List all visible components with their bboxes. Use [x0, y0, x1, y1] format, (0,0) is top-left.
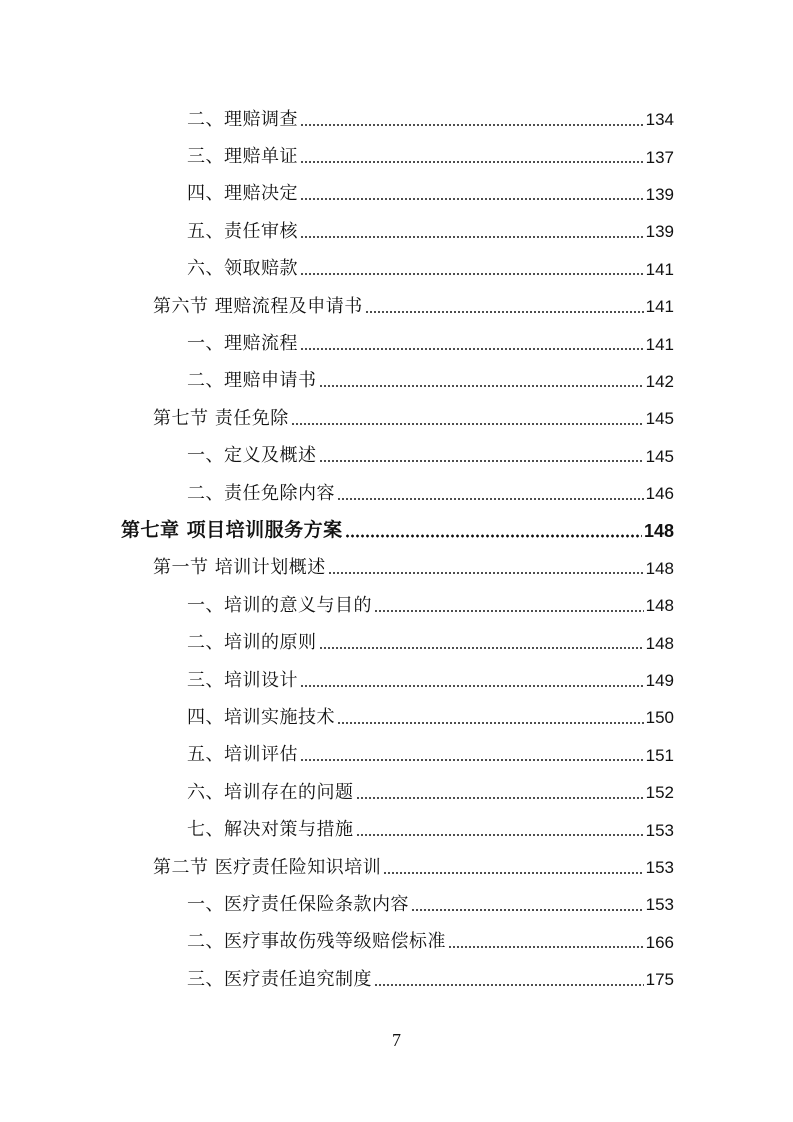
toc-entry-page: 152: [645, 783, 674, 803]
toc-entry-page: 150: [645, 708, 674, 728]
toc-entry-title: 二、培训的原则: [187, 632, 317, 654]
toc-entry-title: 五、责任审核: [187, 220, 298, 242]
toc-entry-page: 175: [645, 970, 674, 990]
toc-entry-page: 153: [645, 820, 674, 840]
toc-entry-title: 二、医疗事故伤残等级赔偿标准: [187, 931, 446, 953]
table-of-contents: [0, 101, 793, 998]
toc-entry-page: 148: [645, 558, 674, 578]
toc-entry-page: 137: [645, 147, 674, 167]
toc-entry[interactable]: [0, 774, 793, 811]
toc-entry-page: 148: [643, 520, 674, 541]
toc-entry[interactable]: [0, 363, 793, 400]
toc-section-entry[interactable]: [0, 288, 793, 325]
toc-dot-leader: [300, 235, 644, 239]
toc-entry[interactable]: [0, 587, 793, 624]
toc-entry-title: 三、医疗责任追究制度: [187, 968, 372, 990]
toc-entry[interactable]: [0, 101, 793, 138]
toc-entry-page: 153: [645, 895, 674, 915]
toc-entry-title: 一、定义及概述: [187, 445, 317, 467]
toc-dot-leader: [300, 197, 644, 201]
toc-entry-title: 第二节 医疗责任险知识培训: [153, 856, 382, 878]
toc-entry-title: 六、领取赔款: [187, 258, 298, 280]
toc-entry-title: 一、理赔流程: [187, 333, 298, 355]
toc-entry[interactable]: [0, 213, 793, 250]
toc-dot-leader: [328, 571, 644, 575]
toc-entry-title: 二、理赔调查: [187, 108, 298, 130]
toc-entry[interactable]: [0, 886, 793, 923]
toc-entry-page: 139: [645, 222, 674, 242]
toc-entry[interactable]: [0, 251, 793, 288]
toc-entry-title: 第七节 责任免除: [153, 407, 289, 429]
toc-entry-page: 166: [645, 932, 674, 952]
toc-entry-title: 三、培训设计: [187, 669, 298, 691]
toc-entry-page: 149: [645, 671, 674, 691]
toc-entry-page: 141: [645, 259, 674, 279]
toc-dot-leader: [365, 310, 644, 314]
toc-entry-title: 一、医疗责任保险条款内容: [187, 893, 409, 915]
toc-dot-leader: [319, 646, 644, 650]
toc-dot-leader: [300, 758, 644, 762]
toc-entry-page: 141: [645, 297, 674, 317]
toc-dot-leader: [374, 609, 644, 613]
toc-dot-leader: [300, 160, 644, 164]
toc-entry[interactable]: [0, 699, 793, 736]
toc-entry-title: 二、责任免除内容: [187, 482, 335, 504]
toc-entry-title: 第七章 项目培训服务方案: [121, 519, 343, 542]
toc-entry-page: 134: [645, 110, 674, 130]
toc-entry-title: 七、解决对策与措施: [187, 819, 354, 841]
toc-entry-page: 148: [645, 633, 674, 653]
toc-dot-leader: [300, 272, 644, 276]
toc-entry-page: 145: [645, 409, 674, 429]
toc-entry-page: 141: [645, 334, 674, 354]
toc-entry-title: 四、培训实施技术: [187, 706, 335, 728]
toc-entry[interactable]: [0, 325, 793, 362]
toc-entry-page: 153: [645, 858, 674, 877]
toc-entry-title: 第一节 培训计划概述: [153, 557, 326, 579]
toc-entry[interactable]: [0, 624, 793, 661]
toc-entry-title: 第六节 理赔流程及申请书: [153, 295, 363, 317]
toc-dot-leader: [356, 796, 644, 800]
toc-entry-title: 一、培训的意义与目的: [187, 594, 372, 616]
toc-dot-leader: [356, 833, 644, 837]
toc-entry-page: 148: [645, 596, 674, 616]
toc-entry-title: 三、理赔单证: [187, 146, 298, 168]
toc-dot-leader: [300, 347, 644, 351]
page-number: 7: [392, 1030, 401, 1050]
toc-chapter-entry[interactable]: [0, 512, 793, 549]
toc-entry[interactable]: [0, 176, 793, 213]
toc-dot-leader: [291, 422, 644, 426]
toc-entry-title: 二、理赔申请书: [187, 370, 317, 392]
toc-entry[interactable]: [0, 811, 793, 848]
toc-dot-leader: [300, 684, 644, 688]
toc-dot-leader: [374, 983, 644, 987]
toc-dot-leader: [448, 945, 644, 949]
toc-dot-leader: [345, 534, 642, 538]
toc-dot-leader: [411, 908, 644, 912]
toc-dot-leader: [337, 497, 644, 501]
toc-dot-leader: [319, 459, 644, 463]
toc-section-entry[interactable]: [0, 550, 793, 587]
toc-dot-leader: [300, 123, 644, 127]
toc-section-entry[interactable]: [0, 400, 793, 437]
toc-entry[interactable]: [0, 475, 793, 512]
toc-entry-page: 145: [645, 446, 674, 466]
toc-entry-title: 四、理赔决定: [187, 183, 298, 205]
toc-entry[interactable]: [0, 438, 793, 475]
toc-entry[interactable]: [0, 662, 793, 699]
toc-dot-leader: [337, 721, 644, 725]
toc-entry-page: 142: [645, 371, 674, 391]
toc-entry[interactable]: [0, 737, 793, 774]
toc-entry[interactable]: [0, 924, 793, 961]
toc-entry[interactable]: [0, 138, 793, 175]
toc-entry-title: 五、培训评估: [187, 744, 298, 766]
toc-entry-title: 六、培训存在的问题: [187, 781, 354, 803]
toc-entry-page: 151: [645, 745, 674, 765]
toc-entry[interactable]: [0, 961, 793, 998]
toc-section-entry[interactable]: [0, 849, 793, 886]
toc-dot-leader: [383, 871, 643, 875]
toc-entry-page: 139: [645, 184, 674, 204]
toc-entry-page: 146: [645, 484, 674, 504]
toc-dot-leader: [319, 384, 644, 388]
